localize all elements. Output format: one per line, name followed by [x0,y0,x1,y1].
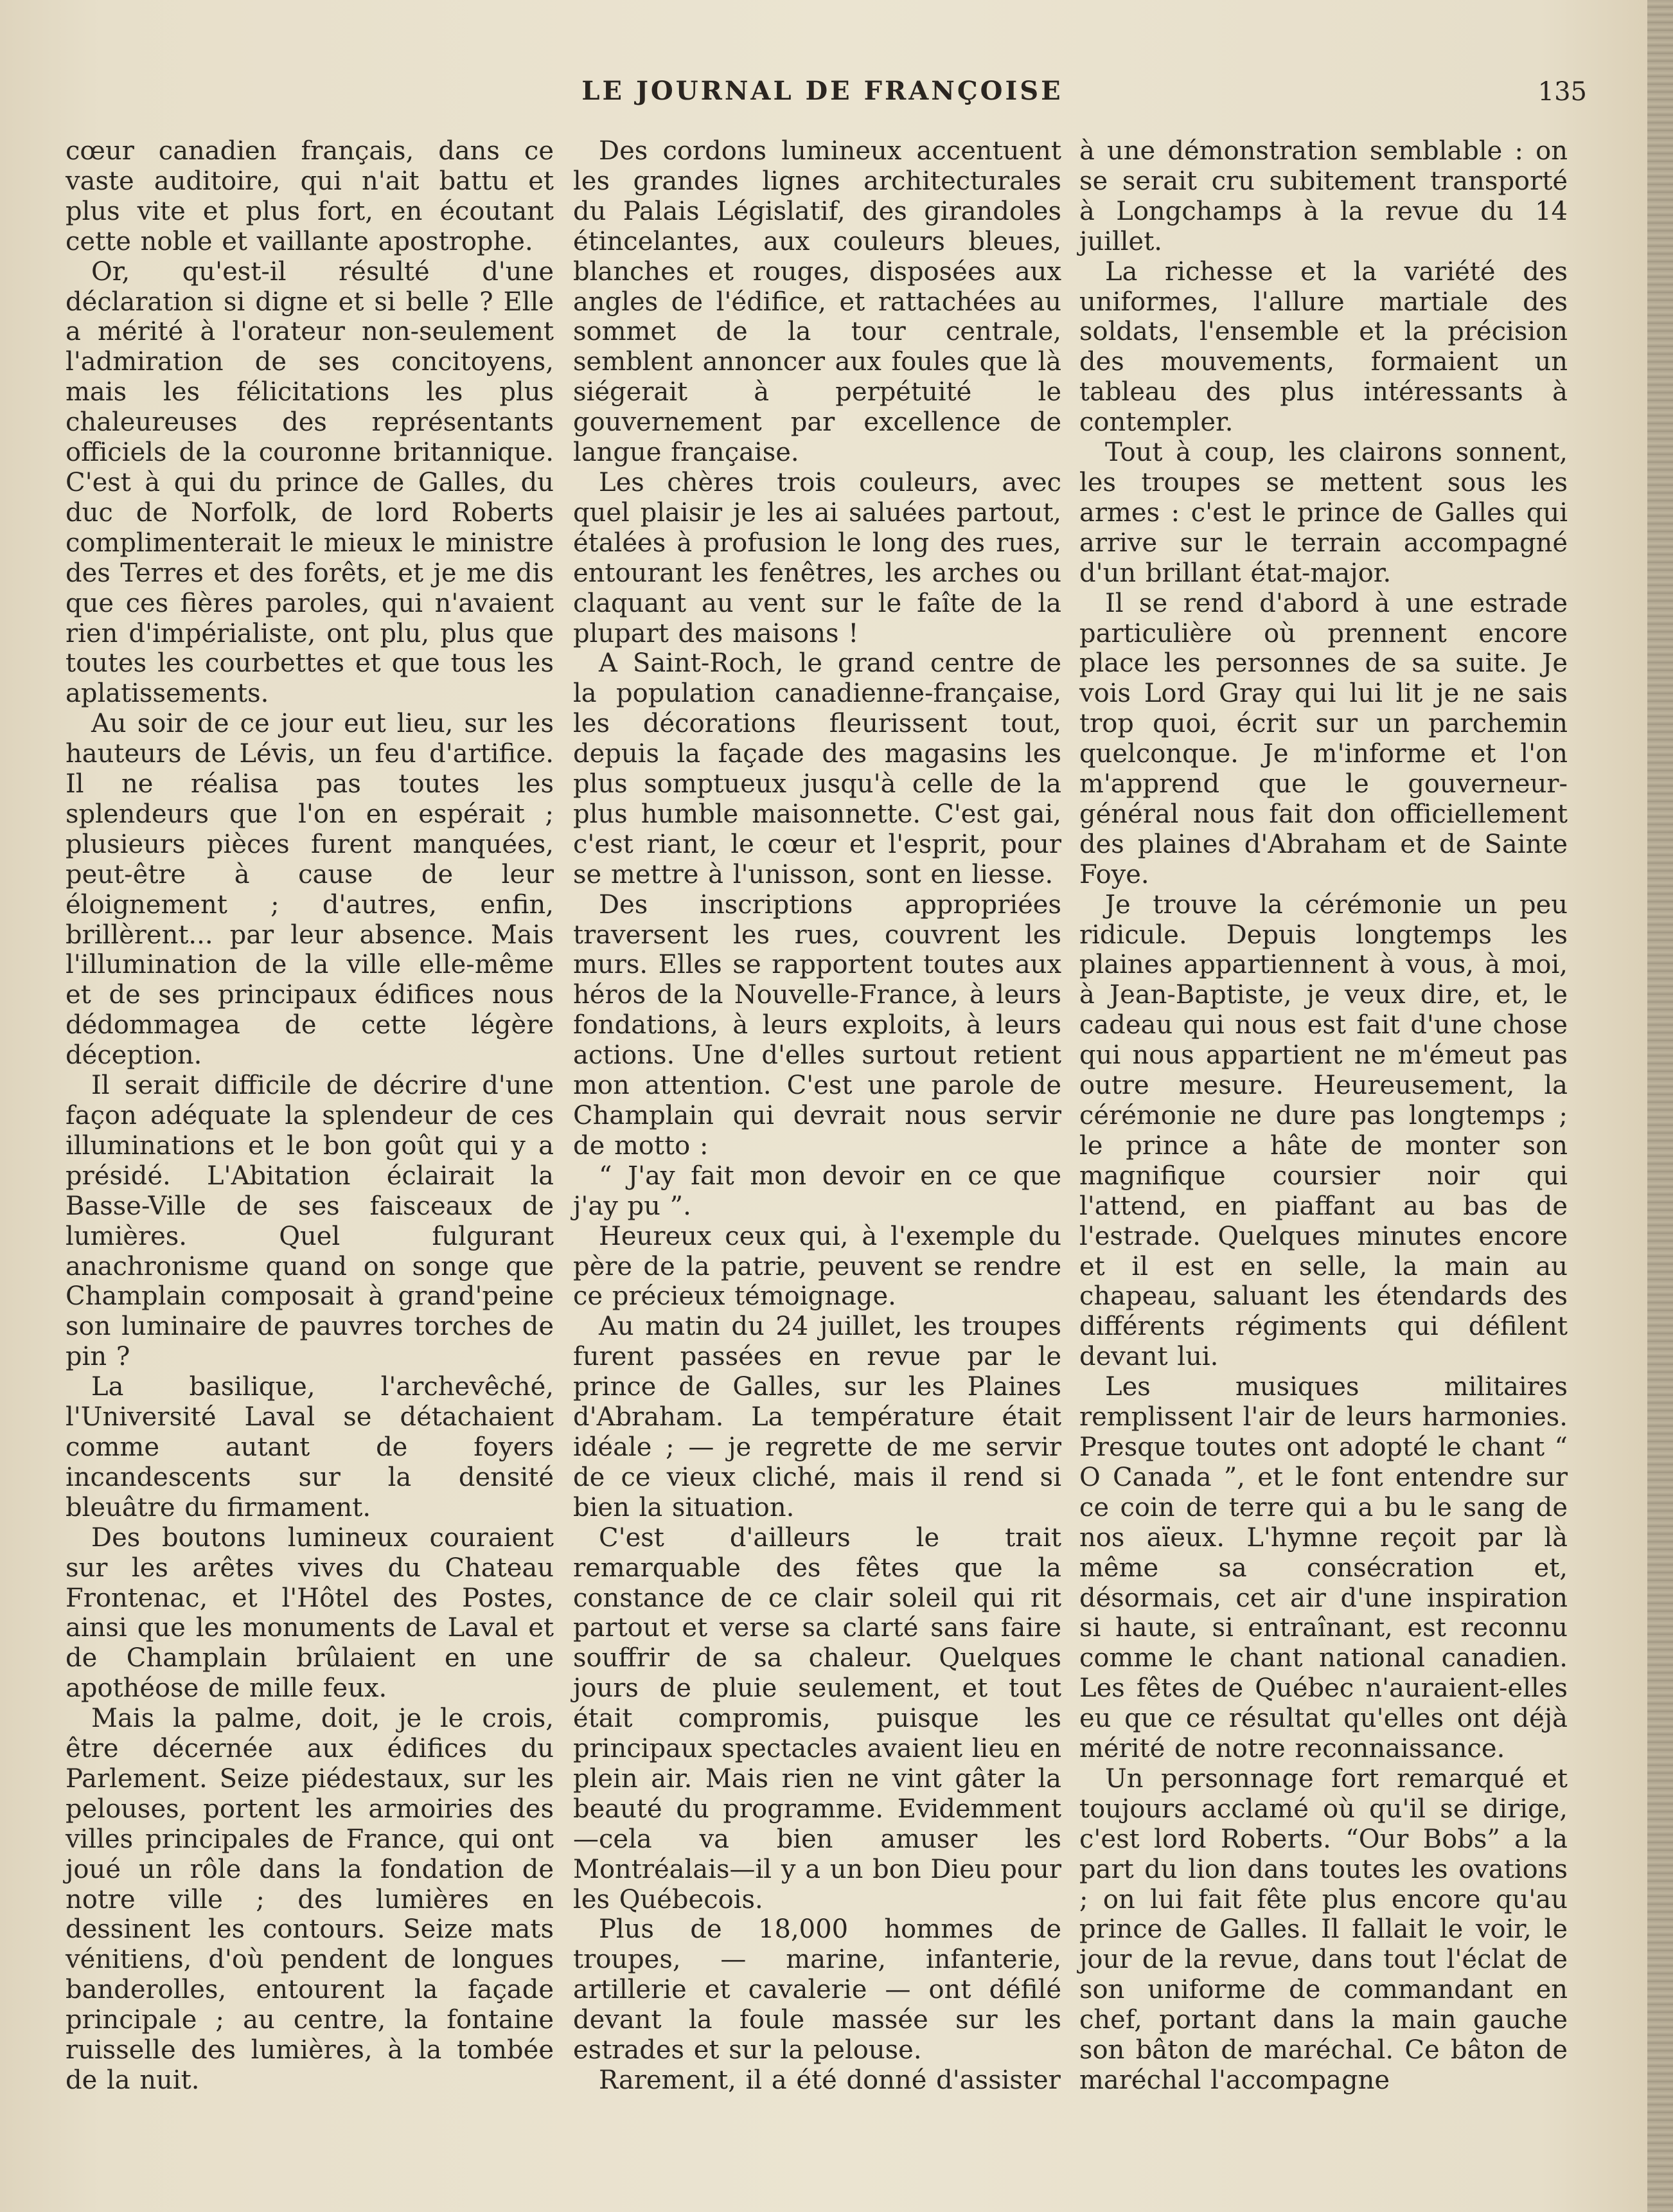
paragraph: Heureux ceux qui, à l'exemple du père de la patrie, peuvent se rendre ce précieux témoignage. [573,1221,1061,1312]
text-column-2 [573,136,1061,2095]
page-number: 135 [1537,77,1587,107]
paragraph: Rarement, il a été donné d'assister [599,2065,1061,2095]
text-column-3 [1079,136,1568,2095]
paragraph: Tout à coup, les clairons sonnent, les troupes se mettent sous les armes : c'est le prince de Galles qui arrive sur le terrain accompagné d'un brillant état-major. [1079,438,1568,588]
paragraph: à une démonstration semblable : on se serait cru subitement transporté à Longchamps à la revue du 14 juillet. [1079,136,1568,256]
paragraph: Or, qu'est-il résulté d'une déclaration si digne et si belle ? Elle a mérité à l'orateur non-seulement l'admiration de ses concitoyens, mais les félicitations les plus chaleureuses des représentants officiels de la couronne britannique. C'est à qui du prince de Galles, du duc de Norfolk, de lord Roberts complimenterait le mieux le ministre des Terres et des forêts, et je me dis que ces fières paroles, qui n'avaient rien d'impérialiste, ont plu, plus que toutes les courbettes et que tous les aplatissements. [66,256,554,709]
journal-title: LE JOURNAL DE FRANÇOISE [581,76,1063,106]
paragraph: Des boutons lumineux couraient sur les arêtes vives du Chateau Frontenac, et l'Hôtel des Postes, ainsi que les monuments de Laval et de Champlain brûlaient en une apothéose de mille feux. [66,1522,554,1704]
paragraph: Un personnage fort remarqué et toujours acclamé où qu'il se dirige, c'est lord Roberts. “Our Bobs” a la part du lion dans toutes les ovations ; on lui fait fête plus encore qu'au prince de Galles. Il fallait le voir, le jour de la revue, dans tout l'éclat de son uniforme de commandant en chef, portant dans la main gauche son bâton de maréchal. Ce bâton de maréchal l'accompagne [1079,1763,1568,2095]
paragraph: Je trouve la cérémonie un peu ridicule. Depuis longtemps les plaines appartiennent à vous, à moi, à Jean-Baptiste, je veux dire, et, le cadeau qui nous est fait d'une chose qui nous appartient ne m'émeut pas outre mesure. Heureusement, la cérémonie ne dure pas longtemps ; le prince a hâte de monter son magnifique coursier noir qui l'attend, en piaffant au bas de l'estrade. Quelques minutes encore et il est en selle, la main au chapeau, saluant les étendards des différents régiments qui défilent devant lui. [1079,889,1568,1372]
paragraph: Des inscriptions appropriées traversent les rues, couvrent les murs. Elles se rapportent toutes aux héros de la Nouvelle-France, à leurs fondations, à leurs exploits, à leurs actions. Une d'elles surtout retient mon attention. C'est une parole de Champlain qui devrait nous servir de motto : [573,889,1061,1161]
paragraph: Au soir de ce jour eut lieu, sur les hauteurs de Lévis, un feu d'artifice. Il ne réalisa pas toutes les splendeurs que l'on en espérait ; plusieurs pièces furent manquées, peut-être à cause de leur éloignement ; d'autres, enfin, brillèrent... par leur absence. Mais l'illumination de la ville elle-même et de ses principaux édifices nous dédommagea de cette légère déception. [66,709,554,1071]
text-column-1 [66,136,554,2095]
paragraph: Il se rend d'abord à une estrade particulière où prennent encore place les personnes de sa suite. Je vois Lord Gray qui lui lit je ne sais trop quoi, écrit sur un parchemin quelconque. Je m'informe et l'on m'apprend que le gouverneur-général nous fait don officiellement des plaines d'Abraham et de Sainte Foye. [1079,588,1568,889]
paragraph: Il serait difficile de décrire d'une façon adéquate la splendeur de ces illuminations et le bon goût qui y a présidé. L'Abitation éclairait la Basse-Ville de ses faisceaux de lumières. Quel fulgurant anachronisme quand on songe que Champlain composait à grand'peine son luminaire de pauvres torches de pin ? [66,1071,554,1372]
paragraph: Les musiques militaires remplissent l'air de leurs harmonies. Presque toutes ont adopté le chant “ O Canada ”, et le font entendre sur ce coin de terre qui a bu le sang de nos aïeux. L'hymne reçoit par là même sa consécration et, désormais, cet air d'une inspiration si haute, si entraînant, est reconnu comme le chant national canadien. Les fêtes de Québec n'auraient-elles eu que ce résultat qu'elles ont déjà mérité de notre reconnaissance. [1079,1372,1568,1764]
paragraph: Des cordons lumineux accentuent les grandes lignes architecturales du Palais Législatif, des girandoles étincelantes, aux couleurs bleues, blanches et rouges, disposées aux angles de l'édifice, et rattachées au sommet de la tour centrale, semblent annoncer aux foules que là siégerait à perpétuité le gouvernement par excellence de langue française. [573,136,1061,468]
paragraph: La richesse et la variété des uniformes, l'allure martiale des soldats, l'ensemble et la précision des mouvements, formaient un tableau des plus intéressants à contempler. [1079,256,1568,438]
paragraph: cœur canadien français, dans ce vaste auditoire, qui n'ait battu et plus vite et plus fort, en écoutant cette noble et vaillante apostrophe. [66,136,554,256]
paragraph: Au matin du 24 juillet, les troupes furent passées en revue par le prince de Galles, sur les Plaines d'Abraham. La température était idéale ; — je regrette de me servir de ce vieux cliché, mais il rend si bien la situation. [573,1312,1061,1522]
paragraph: Mais la palme, doit, je le crois, être décernée aux édifices du Parlement. Seize piédestaux, sur les pelouses, portent les armoiries des villes principales de France, qui ont joué un rôle dans la fondation de notre ville ; des lumières en dessinent les contours. Seize mats vénitiens, d'où pendent de longues banderolles, entourent la façade principale ; au centre, la fontaine ruisselle des lumières, à la tombée de la nuit. [66,1704,554,2095]
paragraph: C'est d'ailleurs le trait remarquable des fêtes que la constance de ce clair soleil qui rit partout et verse sa clarté sans faire souffrir de sa chaleur. Quelques jours de pluie seulement, et tout était compromis, puisque les principaux spectacles avaient lieu en plein air. Mais rien ne vint gâter la beauté du programme. Evidemment—cela va bien amuser les Montréalais—il y a un bon Dieu pour les Québecois. [573,1522,1061,1914]
paragraph: “ J'ay fait mon devoir en ce que j'ay pu ”. [573,1161,1061,1221]
paragraph: Plus de 18,000 hommes de troupes, — marine, infanterie, artillerie et cavalerie — ont défilé devant la foule massée sur les estrades et sur la pelouse. [573,1914,1061,2065]
paragraph: La basilique, l'archevêché, l'Université Laval se détachaient comme autant de foyers incandescents sur la densité bleuâtre du firmament. [66,1372,554,1522]
paragraph: A Saint-Roch, le grand centre de la population canadienne-française, les décorations fleurissent tout, depuis la façade des magasins les plus somptueux jusqu'à celle de la plus humble maisonnette. C'est gai, c'est riant, le cœur et l'esprit, pour se mettre à l'unisson, sont en liesse. [573,648,1061,889]
running-header [58,76,1587,121]
book-spine-edge [1647,0,1673,2212]
paragraph: Les chères trois couleurs, avec quel plaisir je les ai saluées partout, étalées à profusion le long des rues, entourant les fenêtres, les arches ou claquant au vent sur le faîte de la plupart des maisons ! [573,467,1061,648]
